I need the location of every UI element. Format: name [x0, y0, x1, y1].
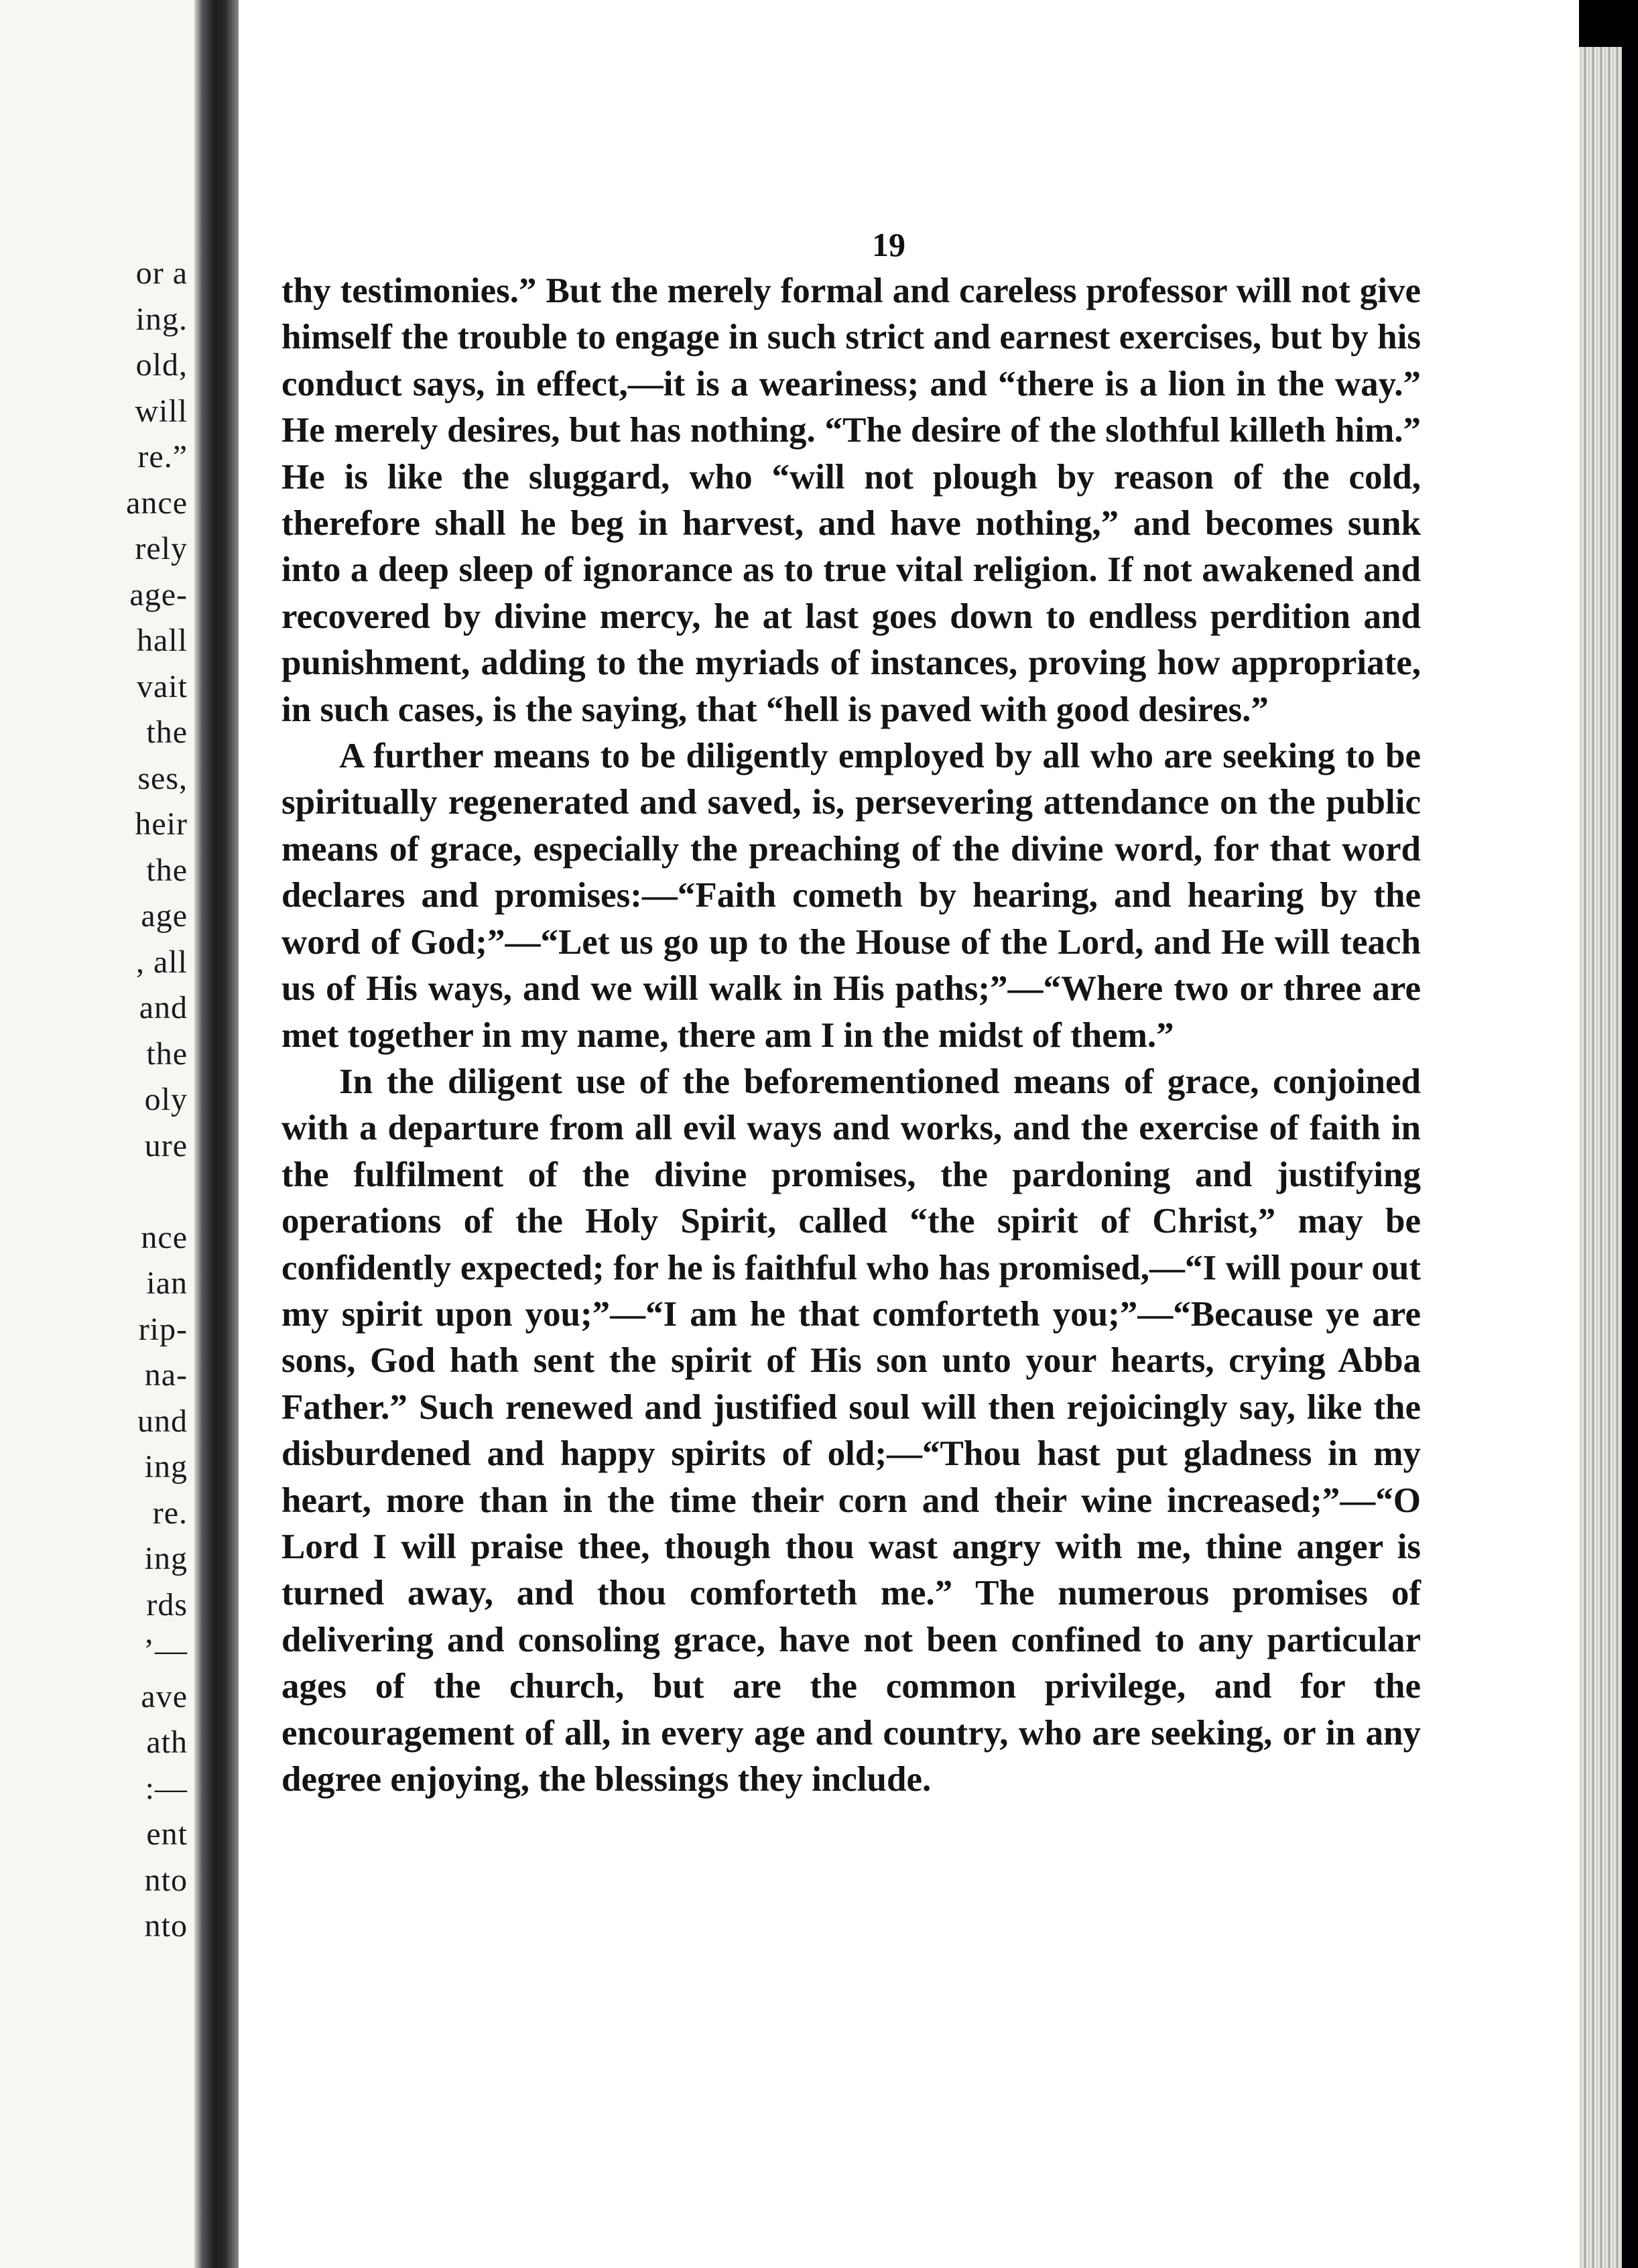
- facing-page-line: age: [141, 898, 188, 934]
- facing-page-line: nce: [141, 1219, 188, 1255]
- facing-page-line: will: [135, 393, 188, 429]
- facing-page-line: ath: [146, 1724, 188, 1760]
- facing-page-line: re.: [152, 1495, 188, 1531]
- facing-page-line: ian: [146, 1265, 188, 1301]
- scan-border: [1622, 0, 1638, 2268]
- facing-page-line: or a: [135, 255, 188, 291]
- facing-page-line: nto: [144, 1908, 188, 1944]
- paragraph-3: In the diligent use of the beforementioned means of grace, conjoined with a departure from all evil ways and works, and the exercise of faith in the fulfilment of the divine promises, the pardoning and justifying operations of the Holy Spirit, called “the spirit of Christ,” may be confidently expected; for he is faithful who has promised,—“I will pour out my spirit upon you;”—“I am he that comforteth you;”—“Because ye are sons, God hath sent the spirit of His son unto your hearts, crying Abba Father.” Such renewed and justified soul will then rejoicingly say, like the disburdened and happy spirits of old;—“Thou hast put gladness in my heart, more than in the time their corn and their wine increased;”—“O Lord I will praise thee, though thou wast angry with me, thine anger is turned away, and thou comforteth me.” The numerous promises of delivering and consoling grace, have not been confined to any particular ages of the church, but are the common privilege, and for the encouragement of all, in every age and country, who are seeking, or in any degree enjoying, the blessings they include.: [281, 1062, 1421, 1799]
- page-edge-shadow: [1579, 0, 1622, 47]
- facing-page-line: re.”: [137, 439, 188, 475]
- facing-page-line: ing.: [135, 301, 188, 337]
- facing-page-line: rds: [146, 1586, 188, 1623]
- book-gutter: [194, 0, 239, 2268]
- facing-page-line: ing: [144, 1449, 188, 1485]
- facing-page-line: hall: [137, 623, 188, 658]
- facing-page-line: and: [139, 990, 188, 1025]
- page-edges: [1579, 47, 1622, 2268]
- facing-page-line: the: [146, 1035, 188, 1072]
- facing-page-line: ent: [146, 1816, 188, 1852]
- facing-page-line: na-: [144, 1357, 188, 1393]
- facing-page-line: und: [137, 1403, 188, 1439]
- facing-page-line: age-: [129, 576, 188, 613]
- facing-page-line: nto: [144, 1862, 188, 1898]
- facing-page-line: , all: [136, 944, 188, 980]
- facing-page-line: heir: [135, 806, 188, 842]
- facing-page-line: ’—: [143, 1633, 188, 1668]
- facing-page-line: the: [146, 852, 188, 888]
- page-number: 19: [872, 226, 905, 263]
- facing-page-line: the: [146, 714, 188, 750]
- body-text: [281, 268, 1421, 1803]
- facing-page-line: vait: [137, 668, 188, 704]
- facing-page-line: :—: [145, 1770, 188, 1806]
- facing-page-line: ing: [144, 1541, 188, 1576]
- facing-page-line: old,: [135, 347, 188, 383]
- facing-page-line: rely: [135, 531, 188, 566]
- facing-page-line: ave: [141, 1678, 188, 1714]
- facing-page-line: rip-: [138, 1311, 188, 1347]
- paragraph-2: A further means to be diligently employed by all who are seeking to be spiritually regenerated and saved, is, persevering attendance on the public means of grace, especially the preaching of the divine word, for that word declares and promises:—“Faith cometh by hearing, and hearing by the word of God;”—“Let us go up to the House of the Lord, and He will teach us of His ways, and we will walk in His paths;”—“Where two or three are met together in my name, there am I in the midst of them.”: [281, 737, 1421, 1055]
- facing-page-line: ance: [126, 485, 188, 521]
- facing-page-line: ure: [144, 1127, 188, 1163]
- facing-page-line: oly: [144, 1082, 188, 1117]
- facing-page-left: [0, 0, 194, 2268]
- facing-page-line: ses,: [137, 760, 188, 796]
- paragraph-1: thy testimonies.” But the merely formal and careless professor will not give himself the trouble to engage in such strict and earnest exercises, but by his conduct says, in effect,—it is a weariness; and “there is a lion in the way.” He merely desires, but has nothing. “The desire of the slothful killeth him.” He is like the sluggard, who “will not plough by reason of the cold, therefore shall he beg in harvest, and have nothing,” and becomes sunk into a deep sleep of ignorance as to true vital religion. If not awakened and recovered by divine mercy, he at last goes down to endless perdition and punishment, adding to the myriads of instances, proving how appropriate, in such cases, is the saying, that “hell is paved with good desires.”: [281, 271, 1421, 729]
